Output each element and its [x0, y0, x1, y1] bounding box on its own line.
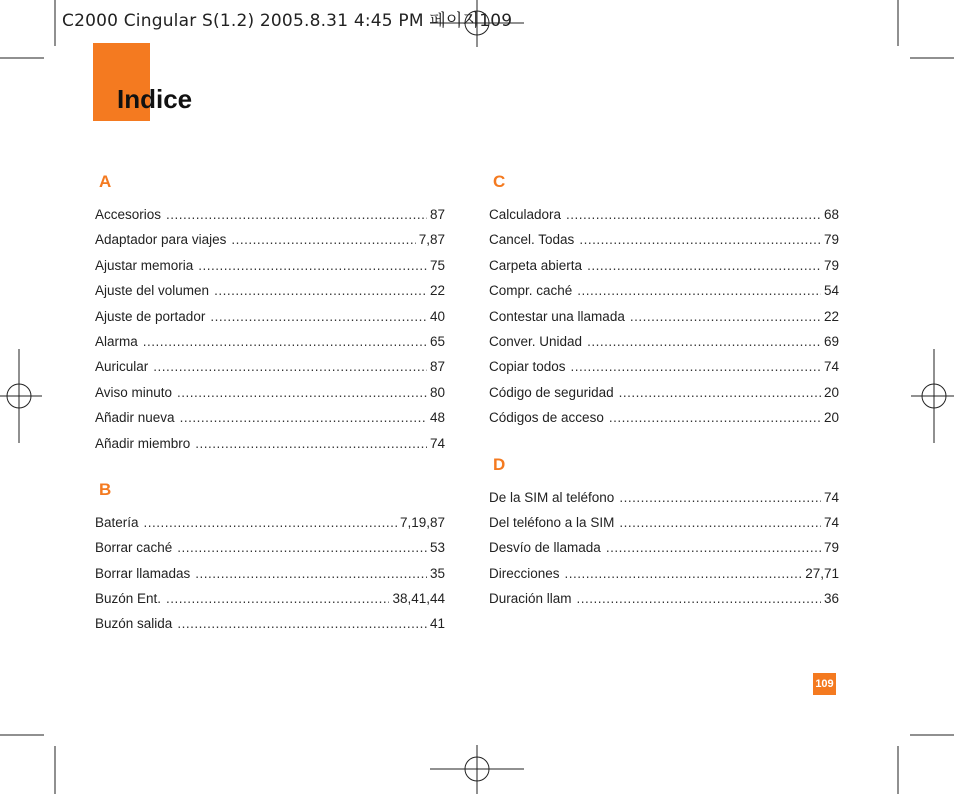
index-column-right — [489, 170, 839, 611]
page-title: Indice — [117, 84, 193, 114]
dot-leader — [231, 227, 415, 252]
dot-leader — [198, 253, 427, 278]
entry-term: Direcciones — [489, 565, 560, 581]
entry-term: Añadir nueva — [95, 410, 175, 426]
dot-leader — [166, 202, 427, 227]
entry-pages: 36 — [823, 591, 839, 607]
index-entry — [489, 535, 839, 560]
entry-term: Conver. Unidad — [489, 333, 583, 349]
index-entry — [95, 278, 445, 303]
index-entry — [489, 202, 839, 227]
index-entry — [489, 304, 839, 329]
entry-pages: 38,41,44 — [392, 591, 445, 607]
index-entry — [95, 431, 445, 456]
dot-leader — [577, 586, 821, 611]
entry-term: Auricular — [95, 359, 149, 375]
index-entry — [489, 561, 839, 586]
entry-term: Ajustar memoria — [95, 257, 194, 273]
index-section-d — [489, 453, 839, 612]
index-column-left — [95, 170, 445, 637]
entry-term: Carpeta abierta — [489, 257, 583, 273]
entry-pages: 79 — [823, 540, 839, 556]
index-entry — [489, 278, 839, 303]
entry-term: Ajuste de portador — [95, 308, 206, 324]
dot-leader — [577, 278, 821, 303]
index-entry — [95, 329, 445, 354]
entry-pages: 22 — [823, 308, 839, 324]
dot-leader — [565, 561, 803, 586]
dot-leader — [619, 485, 821, 510]
dot-leader — [177, 611, 427, 636]
entry-pages: 79 — [823, 257, 839, 273]
entry-pages: 74 — [823, 489, 839, 505]
index-entry — [489, 253, 839, 278]
entry-term: Copiar todos — [489, 359, 566, 375]
index-entry — [95, 510, 445, 535]
index-entry — [489, 586, 839, 611]
entry-term: Batería — [95, 514, 139, 530]
section-letter: A — [99, 172, 112, 191]
index-entry — [95, 535, 445, 560]
entry-pages: 74 — [823, 359, 839, 375]
dot-leader — [571, 354, 821, 379]
dot-leader — [619, 380, 821, 405]
index-entry — [489, 227, 839, 252]
entry-pages: 74 — [823, 514, 839, 530]
dot-leader — [177, 535, 427, 560]
dot-leader — [143, 329, 427, 354]
entry-term: Calculadora — [489, 207, 562, 222]
entry-term: Ajuste del volumen — [95, 283, 210, 299]
entry-term: Alarma — [95, 333, 138, 349]
index-entry — [489, 510, 839, 535]
dot-leader — [144, 510, 397, 535]
entry-term: Accesorios — [95, 207, 162, 222]
dot-leader — [566, 202, 821, 227]
index-entry — [95, 253, 445, 278]
print-header: C2000 Cingular S(1.2) 2005.8.31 4:45 PM 페이지109 — [62, 11, 513, 31]
entry-term: Cancel. Todas — [489, 232, 575, 248]
dot-leader — [153, 354, 427, 379]
dot-leader — [609, 405, 821, 430]
entry-pages: 7,87 — [418, 232, 445, 248]
section-spacer — [95, 456, 445, 478]
index-entry — [489, 354, 839, 379]
dot-leader — [619, 510, 821, 535]
entry-pages: 41 — [429, 616, 445, 632]
entry-pages: 68 — [823, 207, 839, 222]
dot-leader — [587, 253, 821, 278]
entry-pages: 69 — [823, 333, 839, 349]
index-entry — [95, 354, 445, 379]
index-entry — [95, 380, 445, 405]
dot-leader — [210, 304, 427, 329]
entry-pages: 20 — [823, 410, 839, 426]
dot-leader — [630, 304, 821, 329]
entry-term: Código de seguridad — [489, 384, 614, 400]
index-entry — [489, 380, 839, 405]
index-section-c — [489, 170, 839, 431]
dot-leader — [195, 561, 427, 586]
entry-term: Borrar caché — [95, 540, 173, 556]
dot-leader — [177, 380, 427, 405]
section-spacer — [489, 431, 839, 453]
entry-term: Compr. caché — [489, 283, 573, 299]
dot-leader — [579, 227, 821, 252]
entry-pages: 79 — [823, 232, 839, 248]
entry-pages: 27,71 — [805, 565, 839, 581]
entry-term: Códigos de acceso — [489, 410, 604, 426]
entry-pages: 75 — [429, 257, 445, 273]
entry-pages: 74 — [429, 435, 445, 451]
index-entry — [95, 405, 445, 430]
dot-leader — [214, 278, 427, 303]
entry-pages: 54 — [823, 283, 839, 299]
dot-leader — [166, 586, 389, 611]
entry-pages: 7,19,87 — [399, 514, 445, 530]
dot-leader — [606, 535, 821, 560]
index-section-b — [95, 478, 445, 637]
index-entry — [95, 227, 445, 252]
dot-leader — [195, 431, 427, 456]
entry-pages: 80 — [429, 384, 445, 400]
index-entry — [489, 329, 839, 354]
entry-pages: 65 — [429, 333, 445, 349]
entry-term: Buzón Ent. — [95, 591, 162, 607]
entry-term: Aviso minuto — [95, 384, 173, 400]
section-letter: D — [493, 454, 506, 474]
entry-pages: 53 — [429, 540, 445, 556]
entry-term: De la SIM al teléfono — [489, 489, 615, 505]
entry-pages: 40 — [429, 308, 445, 324]
index-section-a — [95, 170, 445, 456]
entry-term: Adaptador para viajes — [95, 232, 227, 248]
entry-term: Buzón salida — [95, 616, 173, 632]
entry-term: Borrar llamadas — [95, 565, 191, 581]
section-letter: B — [99, 479, 112, 499]
entry-term: Contestar una llamada — [489, 308, 625, 324]
index-entry — [95, 561, 445, 586]
section-letter: C — [493, 172, 506, 191]
entry-pages: 48 — [429, 410, 445, 426]
dot-leader — [180, 405, 427, 430]
index-entry — [489, 405, 839, 430]
entry-term: Añadir miembro — [95, 435, 191, 451]
entry-pages: 87 — [429, 359, 445, 375]
entry-term: Desvío de llamada — [489, 540, 601, 556]
index-entry — [95, 611, 445, 636]
index-entry — [95, 202, 445, 227]
dot-leader — [587, 329, 821, 354]
page-number-badge: 109 — [813, 673, 836, 695]
entry-pages: 22 — [429, 283, 445, 299]
entry-term: Del teléfono a la SIM — [489, 514, 615, 530]
entry-pages: 87 — [429, 207, 445, 222]
entry-pages: 20 — [823, 384, 839, 400]
entry-term: Duración llam — [489, 591, 572, 607]
index-entry — [489, 485, 839, 510]
index-entry — [95, 586, 445, 611]
entry-pages: 35 — [429, 565, 445, 581]
index-entry — [95, 304, 445, 329]
